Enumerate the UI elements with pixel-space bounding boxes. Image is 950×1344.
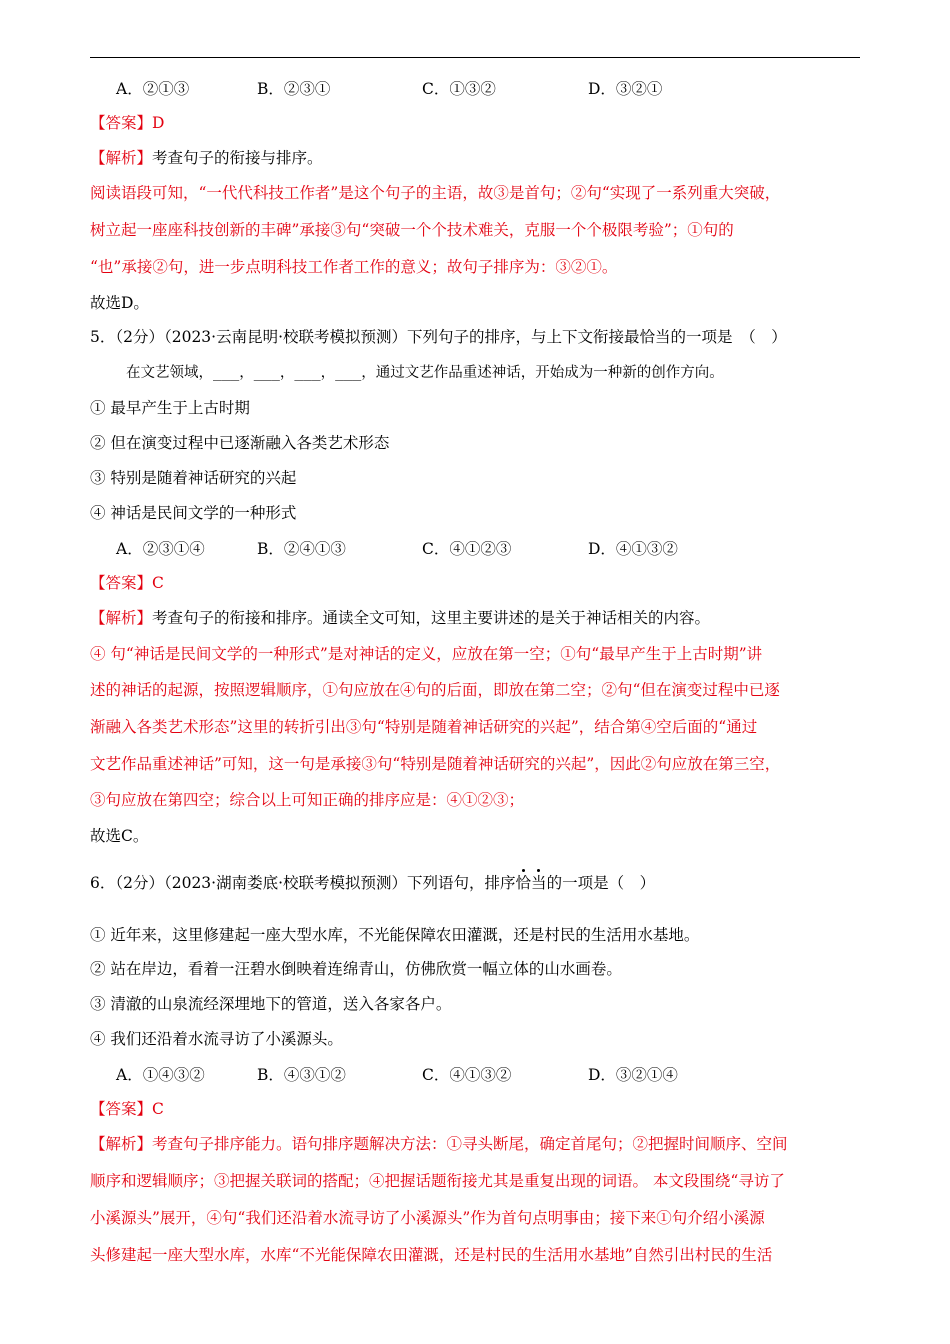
q5-analysis-intro: 考查句子的衔接和排序。通读全文可知，这里主要讲述的是关于神话相关的内容。 <box>152 609 711 627</box>
q4-analysis-line-3: “也”承接②句，进一步点明科技工作者工作的意义；故句子排序为：③②①。 <box>90 258 618 276</box>
q6-emphasis-char-2: 当 <box>531 874 547 892</box>
q4-option-a: A．②①③ <box>116 80 190 98</box>
q4-analysis-head <box>90 147 323 169</box>
q6-question-post: 的一项是（ ） <box>546 874 656 892</box>
q4-analysis-line-1: 阅读语段可知，“一代代科技工作者”是这个句子的主语，故③是首句；②句“实现了一系列重大突破， <box>90 184 781 202</box>
q6-option-c: C．④①③② <box>422 1066 512 1084</box>
header-rule <box>90 57 860 58</box>
q5-analysis-head <box>90 607 710 629</box>
q6-question <box>90 872 655 894</box>
q4-option-b: B．②③① <box>257 80 331 98</box>
q4-analysis-line-2: 树立起一座座科技创新的丰碑”承接③句“突破一个个技术难关，克服一个个极限考验”；①句的 <box>90 221 734 239</box>
q6-option-a: A．①④③② <box>116 1066 205 1084</box>
q5-analysis-line-1: ④ 句“神话是民间文学的一种形式”是对神话的定义，应放在第一空；①句“最早产生于上古时期”讲 <box>90 645 763 663</box>
q5-option-d: D．④①③② <box>588 540 678 558</box>
q5-answer: 【答案】C <box>90 574 164 592</box>
q6-question-pre: 6．（2分）（2023·湖南娄底·校联考模拟预测）下列语句，排序 <box>90 874 516 892</box>
q6-analysis-intro: 考查句子排序能力。语句排序题解决方法：①寻头断尾，确定首尾句；②把握时间顺序、空间 <box>152 1135 788 1153</box>
q5-analysis-label: 【解析】 <box>90 609 153 627</box>
q4-option-c: C．①③② <box>422 80 496 98</box>
q5-sentence: 在文艺领域，___，___，___，___，通过文艺作品重述神话，开始成为一种新的创作方向。 <box>126 365 724 381</box>
q5-item-2: ② 但在演变过程中已逐渐融入各类艺术形态 <box>90 434 390 452</box>
q5-analysis-line-4: 文艺作品重述神话”可知，这一句是承接③句“特别是随着神话研究的兴起”，因此②句应放在第三空， <box>90 755 781 773</box>
q5-question: 5．（2分）（2023·云南昆明·校联考模拟预测）下列句子的排序，与上下文衔接最恰当的一项是 （ ） <box>90 328 787 346</box>
q6-analysis-line-3: 头修建起一座大型水库，水库“不光能保障农田灌溉，还是村民的生活用水基地”自然引出村民的生活 <box>90 1246 773 1264</box>
q5-item-4: ④ 神话是民间文学的一种形式 <box>90 504 297 522</box>
q6-item-3: ③ 清澈的山泉流经深埋地下的管道，送入各家各户。 <box>90 995 452 1013</box>
q4-option-d: D．③②① <box>588 80 663 98</box>
q5-conclusion: 故选C。 <box>90 827 149 845</box>
q5-analysis-line-5: ③句应放在第四空；综合以上可知正确的排序应是：④①②③； <box>90 791 525 809</box>
q4-answer: 【答案】D <box>90 114 165 132</box>
q5-item-1: ① 最早产生于上古时期 <box>90 399 250 417</box>
q5-option-b: B．②④①③ <box>257 540 346 558</box>
q6-item-1: ① 近年来，这里修建起一座大型水库，不光能保障农田灌溉，还是村民的生活用水基地。 <box>90 926 700 944</box>
q5-item-3: ③ 特别是随着神话研究的兴起 <box>90 469 297 487</box>
q6-item-2: ② 站在岸边，看着一汪碧水倒映着连绵青山，仿佛欣赏一幅立体的山水画卷。 <box>90 960 622 978</box>
q6-analysis-line-2: 小溪源头”展开，④句“我们还沿着水流寻访了小溪源头”作为首句点明事由；接下来①句介绍小溪源 <box>90 1209 765 1227</box>
q4-analysis-label: 【解析】 <box>90 149 153 167</box>
q4-analysis-intro: 考查句子的衔接与排序。 <box>152 149 323 167</box>
q5-analysis-line-2: 述的神话的起源，按照逻辑顺序，①句应放在④句的后面，即放在第二空；②句“但在演变过程中已逐 <box>90 681 780 699</box>
q6-option-d: D．③②①④ <box>588 1066 678 1084</box>
q6-analysis-label: 【解析】 <box>90 1135 153 1153</box>
q6-answer: 【答案】C <box>90 1100 164 1118</box>
q4-conclusion: 故选D。 <box>90 294 149 312</box>
q6-analysis-head <box>90 1133 788 1155</box>
q5-option-a: A．②③①④ <box>116 540 205 558</box>
q6-option-b: B．④③①② <box>257 1066 346 1084</box>
q5-analysis-line-3: 渐融入各类艺术形态”这里的转折引出③句“特别是随着神话研究的兴起”，结合第④空后面的“通过 <box>90 718 758 736</box>
q6-analysis-line-1: 顺序和逻辑顺序；③把握关联词的搭配；④把握话题衔接尤其是重复出现的词语。 本文段围绕“寻访了 <box>90 1172 785 1190</box>
q6-emphasis-char-1: 恰 <box>515 874 532 892</box>
q6-item-4: ④ 我们还沿着水流寻访了小溪源头。 <box>90 1030 343 1048</box>
q5-option-c: C．④①②③ <box>422 540 512 558</box>
